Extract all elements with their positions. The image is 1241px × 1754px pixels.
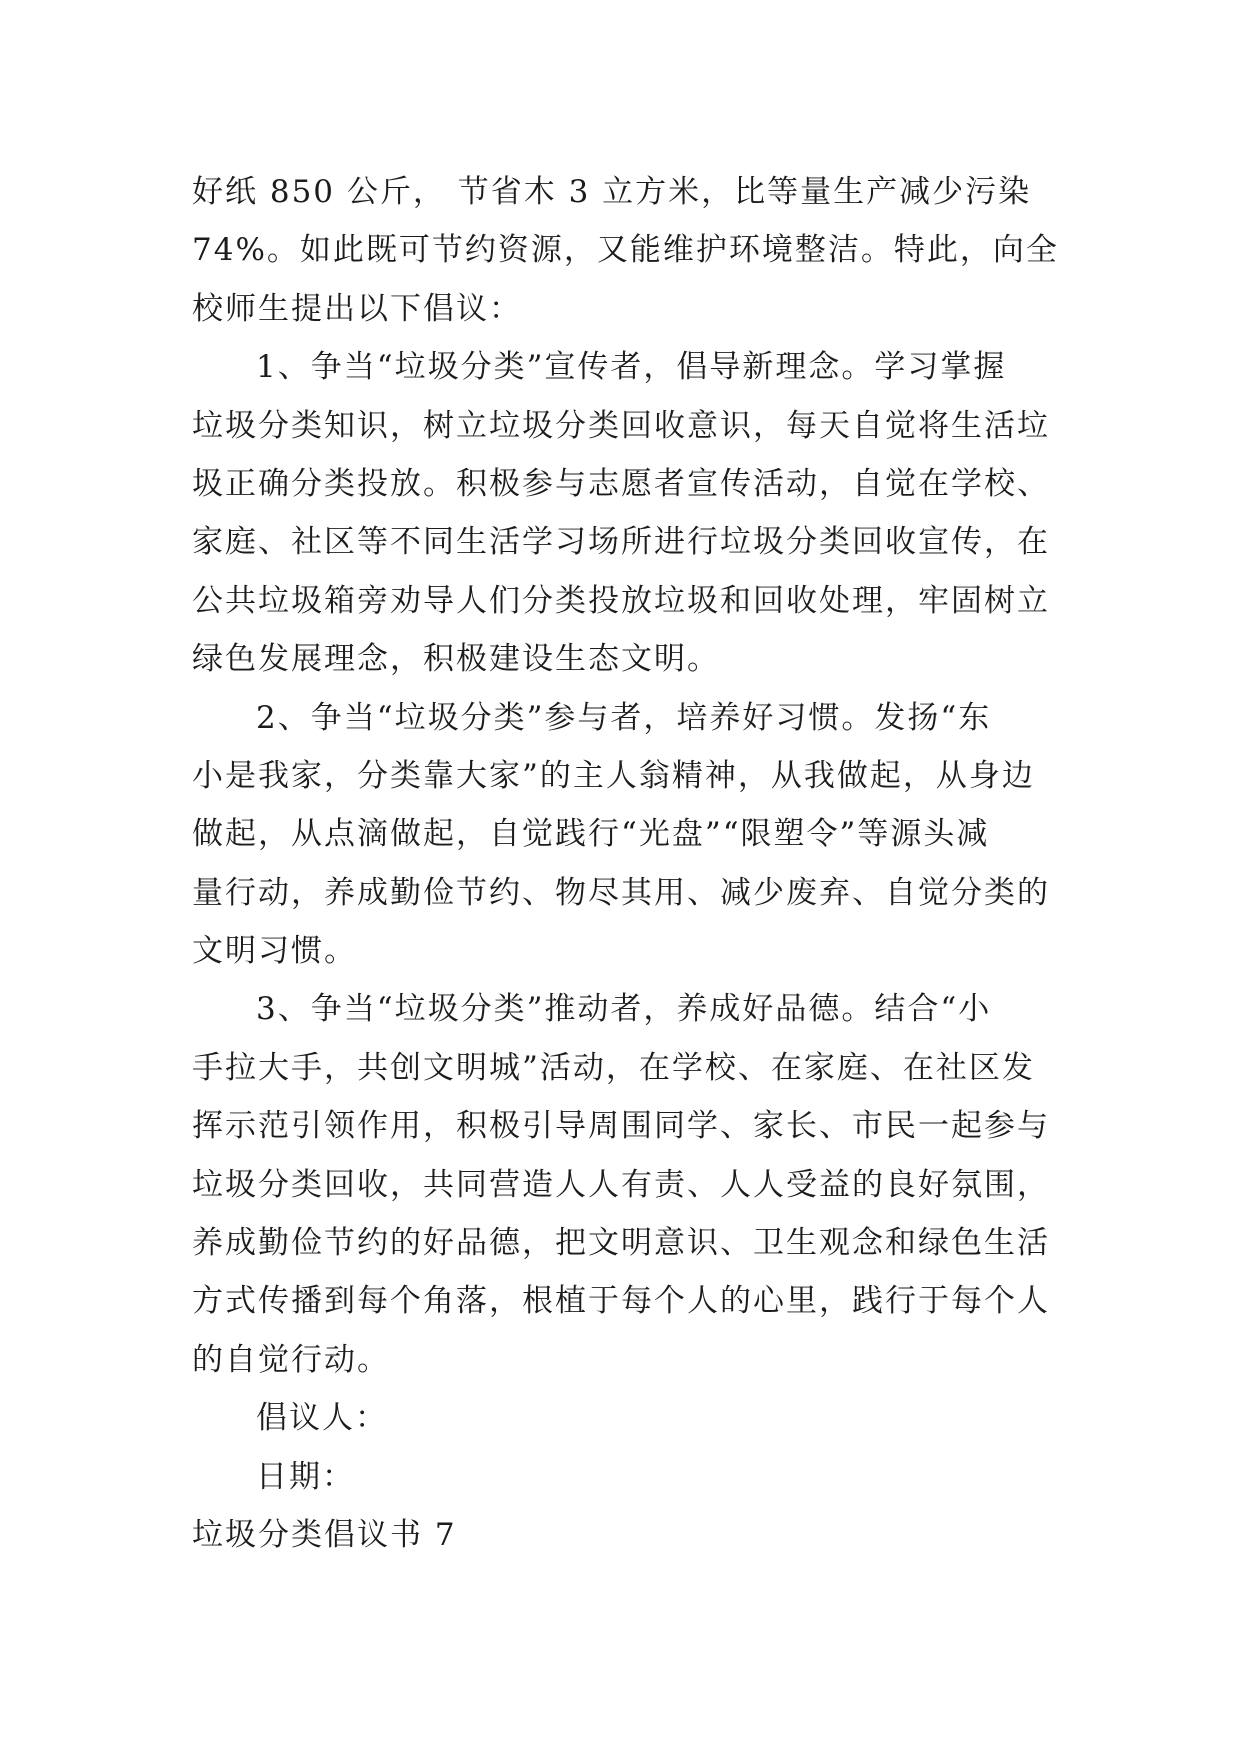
paragraph-1-first-line: 1、争当“垃圾分类”宣传者，倡导新理念。学习掌握 — [256, 349, 1007, 386]
paragraph-2-first-line: 2、争当“垃圾分类”参与者，培养好习惯。发扬“东 — [256, 699, 992, 736]
text-line: 好纸 850 公斤， 节省木 3 立方米，比等量生产减少污染 — [192, 174, 1032, 210]
text-line: 垃圾分类回收，共同营造人人有责、人人受益的良好氛围， — [192, 1166, 1050, 1203]
text-line: 小是我家，分类靠大家”的主人翁精神，从我做起，从身边 — [192, 757, 1035, 794]
text-line: 圾正确分类投放。积极参与志愿者宣传活动，自觉在学校、 — [192, 465, 1050, 502]
text-line: 手拉大手，共创文明城”活动，在学校、在家庭、在社区发 — [192, 1049, 1035, 1086]
text-line: 公共垃圾箱旁劝导人们分类投放垃圾和回收处理，牢固树立 — [192, 582, 1050, 619]
text-line: 的自觉行动。 — [192, 1341, 390, 1378]
signatory-label: 倡议人： — [256, 1400, 388, 1437]
document-body — [192, 163, 1072, 1564]
paragraph-3-first-line: 3、争当“垃圾分类”推动者，养成好品德。结合“小 — [256, 991, 992, 1028]
date-label: 日期： — [256, 1458, 355, 1495]
text-line: 养成勤俭节约的好品德，把文明意识、卫生观念和绿色生活 — [192, 1225, 1050, 1262]
text-line: 量行动，养成勤俭节约、物尽其用、减少废弃、自觉分类的 — [192, 874, 1050, 911]
text-line: 做起，从点滴做起，自觉践行“光盘”“限塑令”等源头减 — [192, 816, 990, 853]
text-line: 挥示范引领作用，积极引导周围同学、家长、市民一起参与 — [192, 1108, 1050, 1145]
text-line: 方式传播到每个角落，根植于每个人的心里，践行于每个人 — [192, 1283, 1050, 1320]
text-line: 绿色发展理念，积极建设生态文明。 — [192, 641, 720, 678]
text-line: 家庭、社区等不同生活学习场所进行垃圾分类回收宣传，在 — [192, 524, 1050, 561]
text-line: 校师生提出以下倡议： — [192, 290, 522, 327]
text-line: 74%。如此既可节约资源，又能维护环境整洁。特此，向全 — [192, 232, 1059, 269]
section-title: 垃圾分类倡议书 7 — [192, 1516, 457, 1553]
text-line: 文明习惯。 — [192, 933, 357, 970]
text-line: 垃圾分类知识，树立垃圾分类回收意识，每天自觉将生活垃 — [192, 407, 1050, 444]
